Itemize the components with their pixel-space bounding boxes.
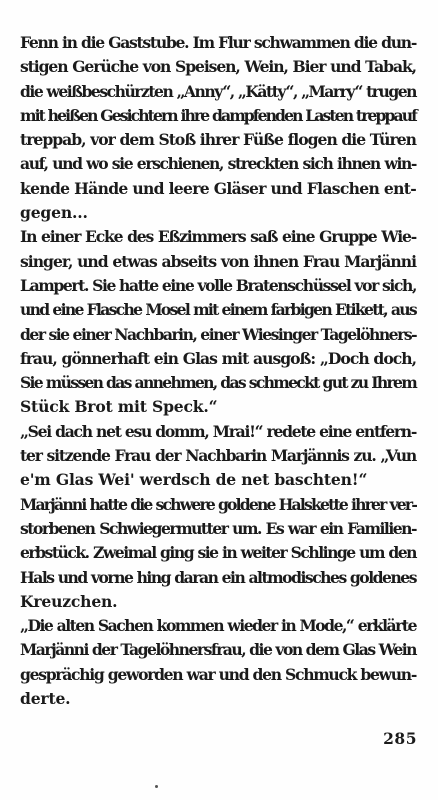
text-line: Kreuzchen.: [20, 591, 118, 611]
text-line: storbenen Schwiegermutter um. Es war ein Familien-: [20, 518, 416, 538]
page-number: 285: [383, 729, 417, 748]
text-line: der sie einer Nachbarin, einer Wiesinger Tagelöhners-: [20, 324, 417, 344]
scan-speck-mark: [155, 785, 158, 788]
text-line: auf, und wo sie erschienen, streckten sich ihnen win-: [20, 154, 416, 174]
text-line: treppab, vor dem Stoß ihrer Füße flogen die Türen: [20, 130, 416, 150]
text-line: stigen Gerüche von Speisen, Wein, Bier und Tabak,: [20, 57, 416, 77]
text-line: die weißbeschürzten „Anny“, „Kätty“, „Marry“ trugen: [20, 81, 416, 101]
text-line: e'm Glas Wei' werdsch de net baschten!“: [20, 470, 368, 490]
text-line: derte.: [20, 689, 71, 709]
text-line: Marjänni hatte die schwere goldene Halskette ihrer ver-: [20, 494, 416, 514]
text-line: „Sei dach net esu domm, Mrai!“ redete eine entfern-: [20, 421, 416, 441]
text-line: Lampert. Sie hatte eine volle Bratenschüssel vor sich,: [20, 275, 416, 295]
text-line: kende Hände und leere Gläser und Flaschen ent-: [20, 178, 416, 198]
text-line: Marjänni der Tagelöhnersfrau, die von dem Glas Wein: [20, 640, 416, 660]
body-text: [20, 31, 416, 711]
text-line: In einer Ecke des Eßzimmers saß eine Gruppe Wie-: [20, 227, 416, 247]
text-line: singer, und etwas abseits von ihnen Frau Marjänni: [20, 251, 416, 271]
text-line: und eine Flasche Mosel mit einem farbigen Etikett, aus: [20, 300, 416, 320]
text-line: gesprächig geworden war und den Schmuck bewun-: [20, 664, 416, 684]
text-line: mit heißen Gesichtern ihre dampfenden Lasten treppauf: [20, 105, 416, 125]
text-line: ter sitzende Frau der Nachbarin Marjännis zu. „Vun: [20, 446, 416, 466]
text-line: erbstück. Zweimal ging sie in weiter Schlinge um den: [20, 543, 416, 563]
text-line: Hals und vorne hing daran ein altmodisches goldenes: [20, 567, 416, 587]
text-line: Sie müssen das annehmen, das schmeckt gut zu Ihrem: [20, 373, 416, 393]
text-line: „Die alten Sachen kommen wieder in Mode,“ erklärte: [20, 616, 416, 636]
text-line: gegen...: [20, 203, 88, 223]
text-line: frau, gönnerhaft ein Glas mit ausgoß: „Doch doch,: [20, 348, 416, 368]
text-line: Stück Brot mit Speck.“: [20, 397, 218, 417]
text-line: Fenn in die Gaststube. Im Flur schwammen die dun-: [20, 33, 416, 52]
